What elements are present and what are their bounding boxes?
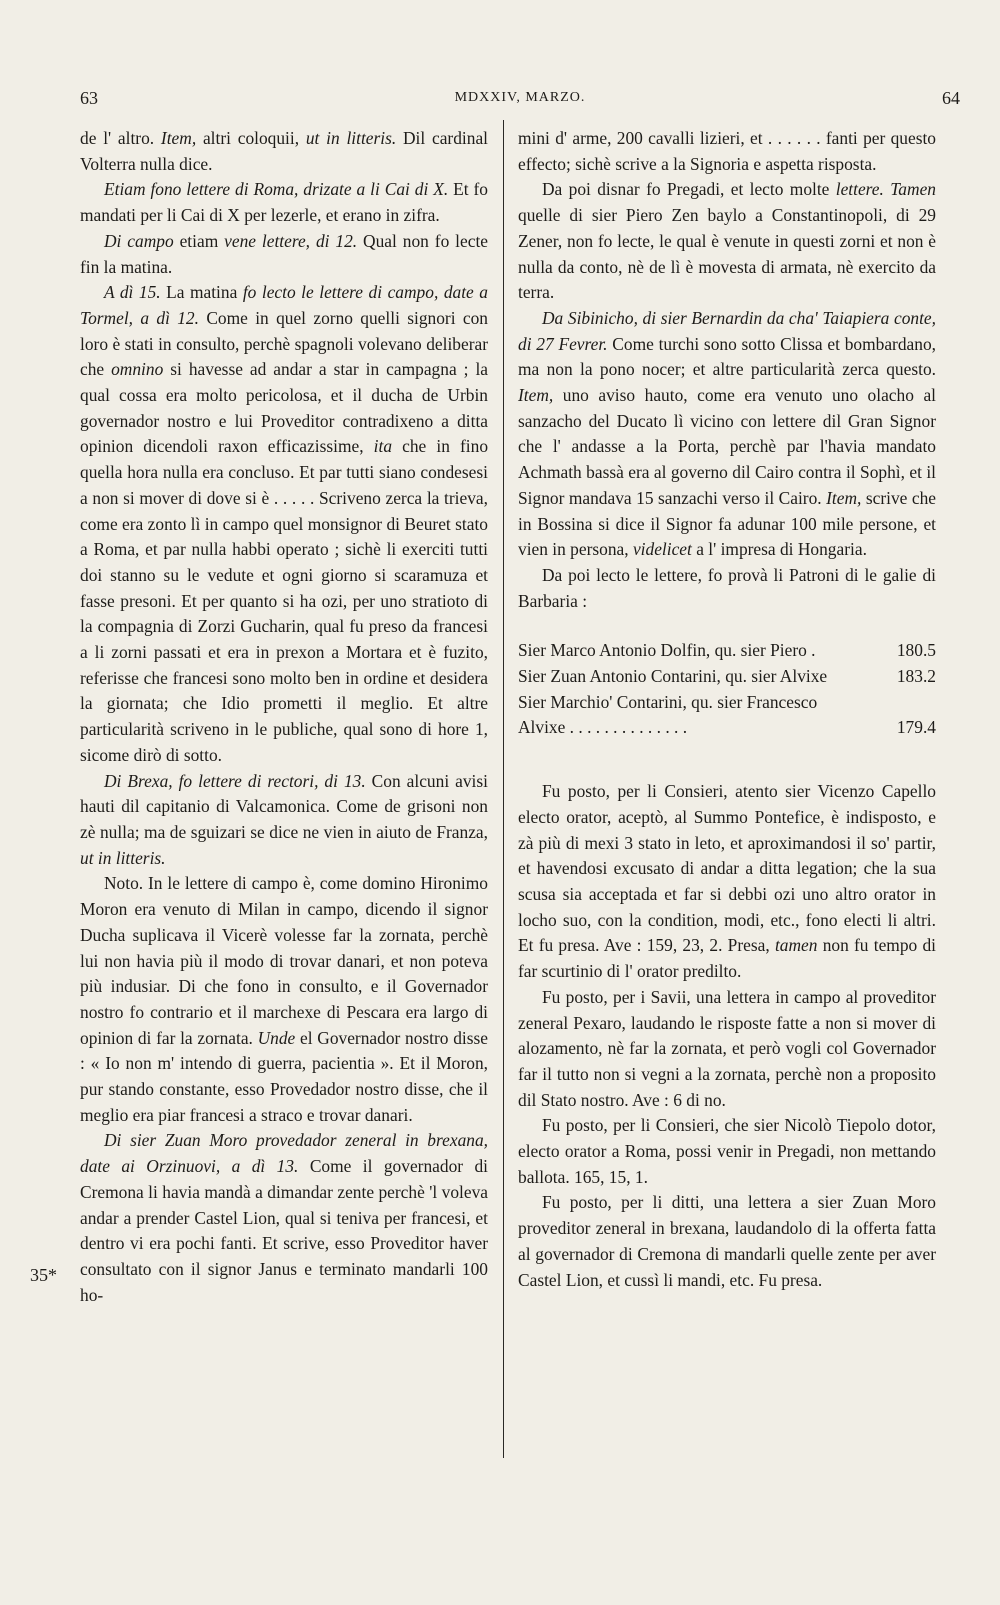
paragraph: A dì 15. La matina fo lecto le lettere di campo, date a Tormel, a dì 12. Come in quel zorno quelli signori con loro è stati in consulto, perchè spagnoli volevano deliberar che omnino si havesse ad andar a star in campagna ; la qual cossa era molto pericolosa, et il ducha de Urbin governador nostro e lui Proveditor contradixeno a ditta opinion dicendoli raxon efficazissime, ita che in fino quella hora nulla era concluso. Et par tutti siano condesesi a non si mover di dove si è . . . . . Scriveno zerca la trieva, come era zonto lì in campo quel monsignor di Beuret stato a Roma, et par nulla habbi operato ; sichè li exerciti tutti doi stanno su le vedute et ogni giorno si scaramuza et fasse presoni. Et per quanto si ha ozi, per uno stratioto di la compagnia di Zorzi Gucharin, qual fu preso da francesi a li zorni passati et era in prexon a Mortara et è fuzito, referisse che francesi sono molto ben in ordine et desidera la giornata; che Idio prometti il meglio. Et altre particularità scriveno in le publiche, qual sono di hore 1, sicome dirò di sotto. [80,282,489,765]
patron-score [866,690,936,716]
column-divider [503,120,504,1458]
table-row [518,690,936,716]
table-row [518,715,936,741]
running-title: MDXXIV, MARZO. [454,90,586,105]
page-number-left: 63 [80,88,98,108]
margin-note: 35* [30,1265,57,1285]
paragraph: mini d' arme, 200 cavalli lizieri, et . . . . . . fanti per questo effecto; sichè scrive a la Signoria e aspetta risposta. [518,128,936,174]
paragraph: Di campo etiam vene lettere, di 12. Qual non fo lecte fin la matina. [80,230,489,277]
right-column [518,126,936,1293]
paragraph: Fu posto, per li ditti, una lettera a sier Zuan Moro proveditor zeneral in brexana, laudandolo di la offerta fatta al governador di Cremona di mandarli quelle zente per aver Castel Lion, et cussì li mandi, etc. Fu presa. [518,1192,936,1290]
patron-name: Sier Marco Antonio Dolfin, qu. sier Piero . [518,640,816,661]
page-number-right: 64 [942,88,960,108]
running-head [80,88,960,114]
paragraph: Etiam fono lettere di Roma, drizate a li Cai di X. Et fo mandati per li Cai di X per lezerle, et erano in zifra. [80,179,488,226]
table-row [518,664,936,690]
paragraph: de l' altro. Item, altri coloquii, ut in litteris. Dil cardinal Volterra nulla dice. [80,128,488,174]
paragraph: Fu posto, per i Savii, una lettera in campo al proveditor zeneral Pexaro, laudando le risposte fatte a non si mover di alozamento, nè far la zornata, et però vogli col Governador far il tutto non si vegni a la zornata, perchè non a proposito dil Stato nostro. Ave : 6 di no. [518,986,936,1110]
paragraph: Da poi disnar fo Pregadi, et lecto molte lettere. Tamen quelle di sier Piero Zen baylo a Constantinopoli, di 29 Zener, non fo lecte, le qual è venute in questi zorni et non è nulla da conto, nè de lì è movesta di armata, nè exercito da terra. [518,179,936,303]
patron-score: 179.4 [896,717,936,738]
paragraph: Di sier Zuan Moro provedador zeneral in brexana, date ai Orzinuovi, a dì 13. Come il governador di Cremona li havia mandà a dimandar zente perchè 'l voleva andar a prender Castel Lion, qual si teniva per francesi, et dentro vi era pochi fanti. Et scrive, esso Proveditor haver consultato con il signor Janus e terminato mandarli 100 ho- [80,1130,488,1305]
paragraph: Di Brexa, fo lettere di rectori, di 13. Con alcuni avisi hauti dil capitanio di Valcamonica. Come de grisoni non zè nulla; ma de sguizari se dice ne vien in aiuto de Franza, ut in litteris. [80,770,488,868]
patroni-table [518,638,936,741]
paragraph: Da poi lecto le lettere, fo provà li Patroni di le galie di Barbaria : [518,564,936,611]
paragraph: Fu posto, per li Consieri, atento sier Vicenzo Capello electo orator, aceptò, al Summo Pontefice, è indisposto, e zà più di mexi 3 stato in leto, et aproximandosi il so' partir, et havendosi excusato di andar a ditta legation; che la sua scusa sia acceptada et far si debbi ozi uno altro orator in locho suo, con la condition, modi, etc., fono electi li altri. Et fu presa. Ave : 159, 23, 2. Presa, tamen non fu tempo di far scurtinio di l' orator predilto. [518,781,936,982]
paragraph: Fu posto, per li Consieri, che sier Nicolò Tiepolo dotor, electo orator a Roma, possi venir in Pregadi, non mettando ballota. 165, 15, 1. [518,1115,936,1187]
table-row [518,638,936,664]
patron-name: Sier Zuan Antonio Contarini, qu. sier Alvixe [518,666,828,687]
patron-name: Sier Marchio' Contarini, qu. sier Francesco [518,691,818,712]
paragraph: Da Sibinicho, di sier Bernardin da cha' Taiapiera conte, di 27 Fevrer. Come turchi sono sotto Clissa et bombardano, ma non la pono nocer; et altre particularità zerca questo. Item, uno aviso hauto, come era venuto uno olacho al sanzacho del Ducato lì vicino con lettere dil Gran Signor che l' andasse a la Porta, perchè par l'havia mandato Achmath bassà era al governo dil Cairo contra il Sophì, et il Signor mandava 15 sanzachi verso il Cairo. Item, scrive che in Bossina si dice il Signor fa adunar 100 mile persone, et vien in persona, videlicet a l' impresa di Hongaria. [518,307,937,560]
patron-score: 180.5 [896,640,936,661]
left-column [80,126,488,1308]
paragraph: Noto. In le lettere di campo è, come domino Hironimo Moron era venuto di Milan in campo, dicendo il signor Ducha suplicava il Vicerè volesse far la zornata, perchè lui non havia più il modo di trovar danari, et non poteva più indusiar. Di che fono in consulto, e il Governador nostro fo contrario et il marchexe di Pescara era largo di opinion di far la zornata. Unde el Governador nostro disse : « Io non m' intendo di guerra, pacientia ». Et il Moron, pur stando constante, esso Provedador nostro disse, che il meglio era piar francesi a straco e trovar danari. [80,873,488,1125]
patron-score: 183.2 [896,666,936,687]
patron-name: Alvixe . . . . . . . . . . . . . . [518,717,688,738]
